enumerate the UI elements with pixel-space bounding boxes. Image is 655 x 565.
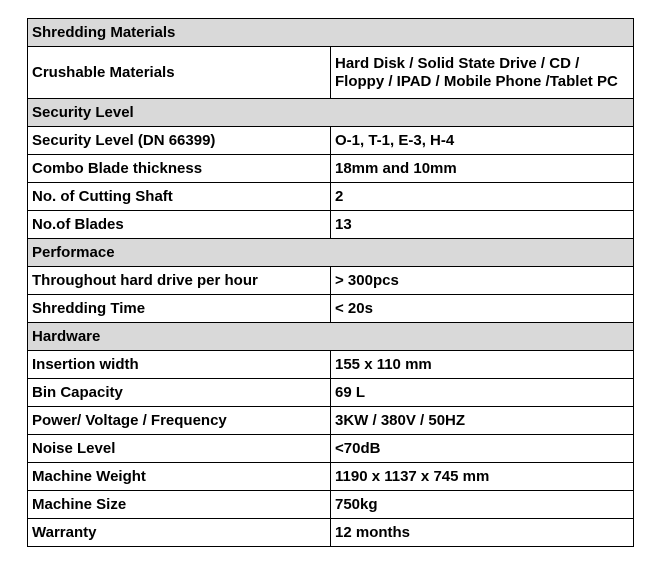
section-title: Shredding Materials xyxy=(28,19,634,47)
table-row xyxy=(28,127,634,155)
row-label: Machine Size xyxy=(28,491,331,519)
section-header-row xyxy=(28,239,634,267)
row-value-line: Hard Disk / Solid State Drive / CD / xyxy=(335,54,580,72)
row-label: Insertion width xyxy=(28,351,331,379)
table-row xyxy=(28,295,634,323)
row-label: Power/ Voltage / Frequency xyxy=(28,407,331,435)
table-row xyxy=(28,47,634,99)
row-label: Security Level (DN 66399) xyxy=(28,127,331,155)
row-label: Warranty xyxy=(28,519,331,547)
row-value: <70dB xyxy=(331,435,634,463)
row-label: Crushable Materials xyxy=(28,47,331,99)
section-title: Security Level xyxy=(28,99,634,127)
row-value: 3KW / 380V / 50HZ xyxy=(331,407,634,435)
table-row xyxy=(28,267,634,295)
row-label: Noise Level xyxy=(28,435,331,463)
row-label: Throughout hard drive per hour xyxy=(28,267,331,295)
table-row xyxy=(28,155,634,183)
row-label: Machine Weight xyxy=(28,463,331,491)
row-label: Combo Blade thickness xyxy=(28,155,331,183)
row-value: O-1, T-1, E-3, H-4 xyxy=(331,127,634,155)
row-value: > 300pcs xyxy=(331,267,634,295)
table-row xyxy=(28,407,634,435)
section-header-row xyxy=(28,99,634,127)
row-label: No.of Blades xyxy=(28,211,331,239)
table-row xyxy=(28,519,634,547)
section-title: Hardware xyxy=(28,323,634,351)
table-row xyxy=(28,435,634,463)
table-row xyxy=(28,379,634,407)
row-value: 1190 x 1137 x 745 mm xyxy=(331,463,634,491)
row-value-line: Floppy / IPAD / Mobile Phone /Tablet PC xyxy=(335,72,618,90)
table-row xyxy=(28,183,634,211)
table-row xyxy=(28,491,634,519)
row-value: 69 L xyxy=(331,379,634,407)
row-value: 2 xyxy=(331,183,634,211)
row-value: 13 xyxy=(331,211,634,239)
row-value: 12 months xyxy=(331,519,634,547)
row-value: 18mm and 10mm xyxy=(331,155,634,183)
row-value: 750kg xyxy=(331,491,634,519)
spec-table xyxy=(27,18,634,547)
section-title: Performace xyxy=(28,239,634,267)
section-header-row xyxy=(28,323,634,351)
section-header-row xyxy=(28,19,634,47)
row-label: No. of Cutting Shaft xyxy=(28,183,331,211)
table-row xyxy=(28,211,634,239)
row-value: 155 x 110 mm xyxy=(331,351,634,379)
table-row xyxy=(28,351,634,379)
table-row xyxy=(28,463,634,491)
row-label: Shredding Time xyxy=(28,295,331,323)
row-label: Bin Capacity xyxy=(28,379,331,407)
row-value xyxy=(331,47,634,99)
row-value: < 20s xyxy=(331,295,634,323)
